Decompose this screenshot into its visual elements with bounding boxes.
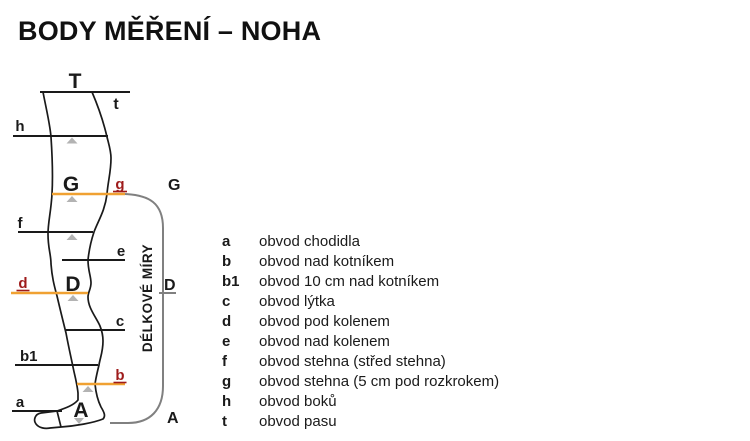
legend-key: a	[222, 233, 231, 250]
label-e: e	[116, 243, 126, 260]
legend-row	[222, 272, 499, 292]
legend-text: obvod pasu	[259, 413, 337, 430]
legend-text: obvod nad kotníkem	[259, 253, 395, 270]
legend-text: obvod nad kolenem	[259, 333, 390, 350]
label-f: f	[17, 215, 23, 232]
legend-text: obvod stehna (střed stehna)	[259, 353, 446, 370]
legend-row	[222, 232, 499, 252]
length-bracket	[110, 194, 163, 423]
legend	[222, 232, 499, 432]
legend-row	[222, 392, 499, 412]
label-h: h	[15, 118, 25, 135]
legend-row	[222, 412, 499, 432]
marker-triangle-g	[67, 196, 78, 202]
foot-toe-seam	[57, 411, 61, 427]
label-D: D	[65, 273, 81, 296]
legend-key: f	[222, 353, 227, 370]
legend-key: b1	[222, 273, 240, 290]
legend-key: b	[222, 253, 232, 270]
length-measures-title: DÉLKOVÉ MÍRY	[140, 243, 155, 353]
legend-text: obvod stehna (5 cm pod rozkrokem)	[259, 373, 500, 390]
legend-row	[222, 292, 499, 312]
label-t: t	[113, 96, 119, 113]
bracket-label-A: A	[167, 410, 179, 427]
label-b-red: b	[115, 367, 125, 384]
legend-key: d	[222, 313, 232, 330]
legend-key: t	[222, 413, 227, 430]
legend-key: h	[222, 393, 232, 410]
legend-key: g	[222, 373, 232, 390]
legend-row	[222, 372, 499, 392]
label-c: c	[115, 313, 125, 330]
leg-diagram	[0, 0, 210, 441]
legend-text: obvod 10 cm nad kotníkem	[259, 273, 440, 290]
legend-row	[222, 352, 499, 372]
label-b1: b1	[20, 348, 38, 365]
label-a: a	[15, 394, 25, 411]
marker-triangle-f	[67, 234, 78, 240]
bracket-label-D: D	[164, 277, 176, 294]
bracket-label-G: G	[168, 177, 181, 194]
legend-row	[222, 312, 499, 332]
legend-row	[222, 252, 499, 272]
legend-key: c	[222, 293, 231, 310]
label-T: T	[68, 70, 82, 93]
page-title: BODY MĚŘENÍ – NOHA	[18, 16, 322, 46]
marker-triangle-h	[67, 138, 78, 144]
label-G: G	[62, 173, 80, 196]
legend-row	[222, 332, 499, 352]
label-d-red: d	[18, 275, 28, 292]
legend-text: obvod lýtka	[259, 293, 335, 310]
legend-text: obvod chodidla	[259, 233, 360, 250]
marker-triangle-b	[83, 386, 94, 392]
label-g-red: g	[115, 176, 125, 193]
legend-key: e	[222, 333, 231, 350]
legend-text: obvod pod kolenem	[259, 313, 390, 330]
legend-text: obvod boků	[259, 393, 337, 410]
label-A: A	[73, 399, 89, 422]
